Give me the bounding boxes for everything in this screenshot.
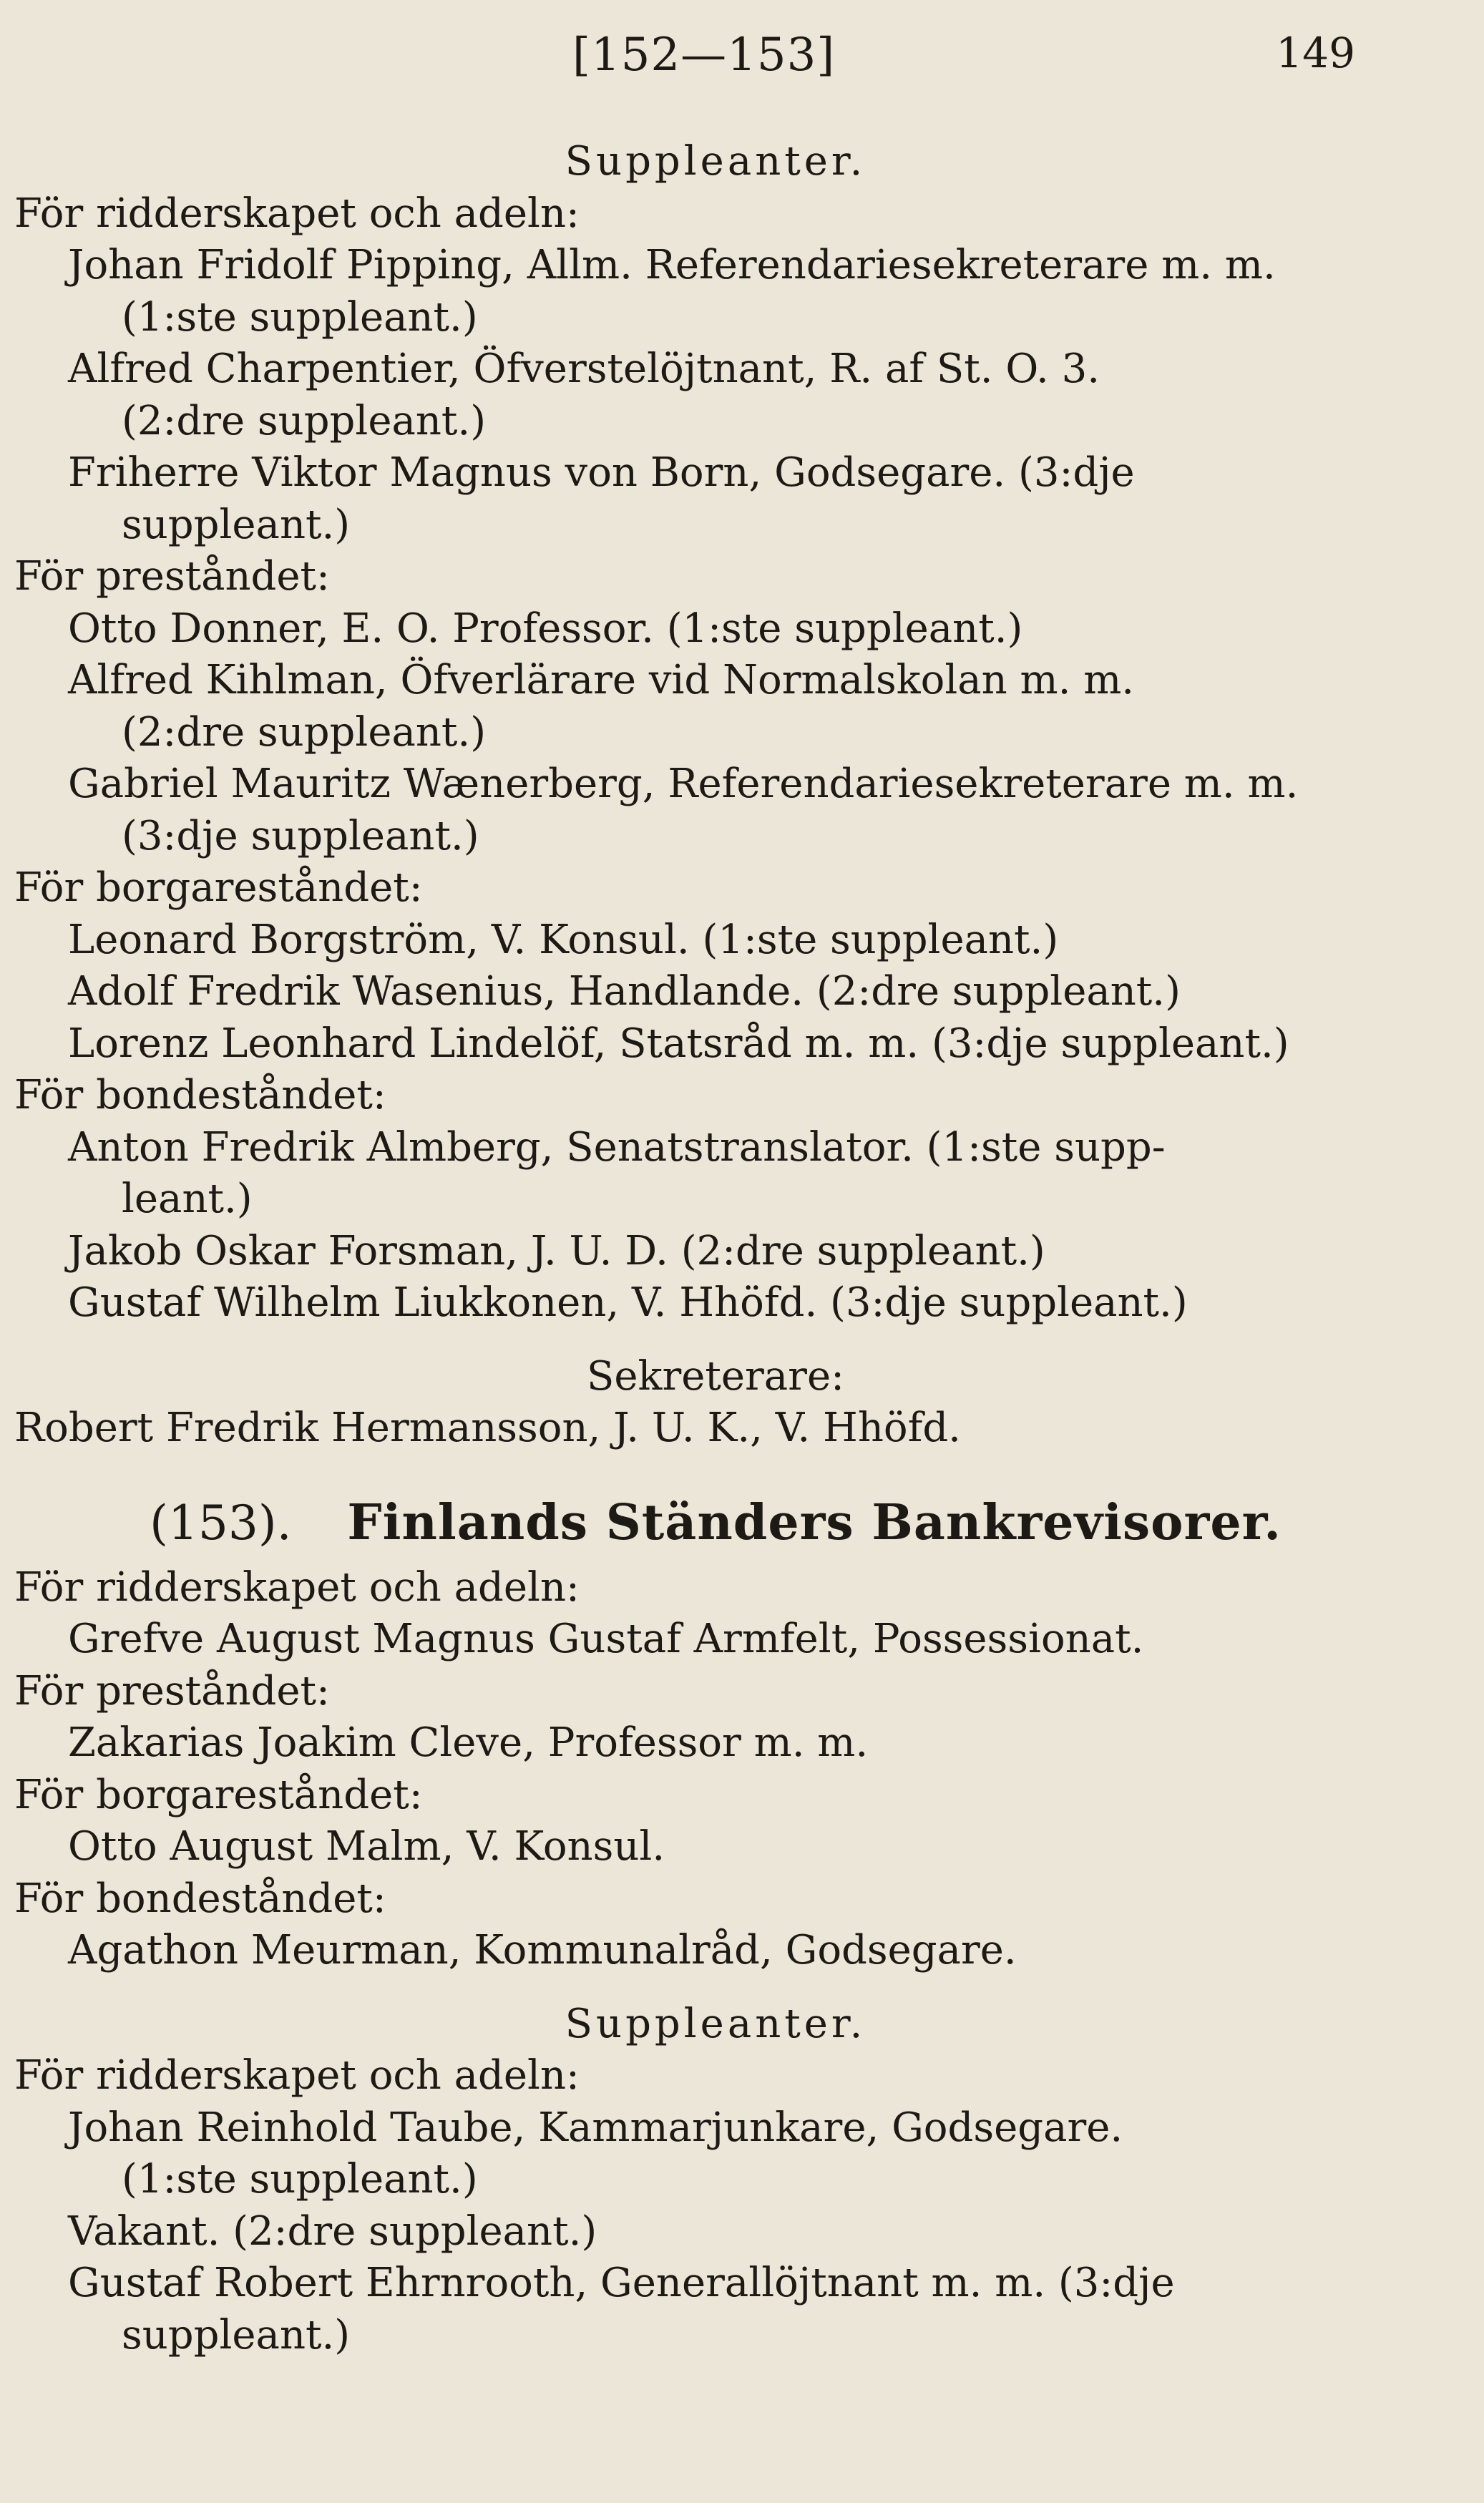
entry-line: suppleant.) [122, 501, 351, 548]
entry-line: Adolf Fredrik Wasenius, Handlande. (2:dre suppleant.) [68, 968, 1181, 1015]
entry-line: Jakob Oskar Forsman, J. U. D. (2:dre suppleant.) [68, 1227, 1045, 1274]
section-number: (153). [150, 1495, 292, 1551]
estate-label-bondestandet: För bondeståndet: [14, 1072, 386, 1118]
entry-line: (2:dre suppleant.) [122, 708, 487, 756]
spacer [14, 1455, 1417, 1483]
spacer [14, 1329, 1417, 1351]
suppleanter-heading: Suppleanter. [565, 138, 867, 185]
entry-line: Vakant. (2:dre suppleant.) [68, 2207, 597, 2255]
entry-line: Friherre Viktor Magnus von Born, Godsegare. (3:dje [68, 449, 1135, 496]
sekreterare-heading: Sekreterare: [587, 1352, 844, 1400]
entry-line: Anton Fredrik Almberg, Senatstranslator. (1:ste supp- [68, 1123, 1166, 1171]
estate-label-bondestandet: För bondeståndet: [14, 1875, 386, 1922]
estate-label-prestestandet: För preståndet: [14, 553, 330, 600]
estate-label-prestestandet: För preståndet: [14, 1667, 330, 1714]
entry-line: Otto Donner, E. O. Professor. (1:ste suppleant.) [68, 605, 1023, 652]
sekreterare-name: Robert Fredrik Hermansson, J. U. K., V. Hhöfd. [14, 1405, 961, 1451]
entry-line: Lorenz Leonhard Lindelöf, Statsråd m. m. (3:dje suppleant.) [68, 1020, 1289, 1067]
entry-line: (1:ste suppleant.) [122, 2156, 478, 2202]
section-heading [14, 1483, 1417, 1562]
entry-line: (3:dje suppleant.) [122, 812, 479, 859]
entry-line: Gabriel Mauritz Wænerberg, Referendariesekreterare m. m. [68, 761, 1299, 807]
entry-line: (1:ste suppleant.) [122, 293, 478, 341]
entry-line: Gustaf Wilhelm Liukkonen, V. Hhöfd. (3:dje suppleant.) [68, 1279, 1188, 1326]
entry-line: Otto August Malm, V. Konsul. [68, 1823, 665, 1870]
suppleanter-heading: Suppleanter. [565, 2000, 867, 2047]
entry-line: Leonard Borgström, V. Konsul. (1:ste suppleant.) [68, 916, 1059, 963]
entry-line: Agathon Meurman, Kommunalråd, Godsegare. [68, 1927, 1017, 1973]
entry-line: Zakarias Joakim Cleve, Professor m. m. [68, 1719, 869, 1766]
entry-line: Alfred Charpentier, Öfverstelöjtnant, R. af St. O. 3. [68, 346, 1100, 392]
entry-line: Gustaf Robert Ehrnrooth, Generallöjtnant m. m. (3:dje [68, 2260, 1175, 2306]
page-number: 149 [1276, 29, 1355, 77]
entry-line: Alfred Kihlman, Öfverlärare vid Normalskolan m. m. [68, 657, 1135, 703]
estate-label-borgarestandet: För borgareståndet: [14, 864, 423, 911]
entry-line: (2:dre suppleant.) [122, 397, 487, 444]
estate-label-ridderskapet: För ridderskapet och adeln: [14, 2052, 580, 2099]
section-title: Finlands Ständers Bankrevisorer. [347, 1493, 1282, 1551]
estate-label-borgarestandet: För borgareståndet: [14, 1771, 423, 1818]
entry-line: Johan Reinhold Taube, Kammarjunkare, Godsegare. [68, 2104, 1123, 2151]
page-header [0, 29, 1484, 93]
entry-line: Grefve August Magnus Gustaf Armfelt, Possessionat. [68, 1616, 1144, 1662]
estate-label-ridderskapet: För ridderskapet och adeln: [14, 190, 580, 237]
spacer [14, 1977, 1417, 1999]
entry-line: suppleant.) [122, 2311, 351, 2358]
page-content [14, 136, 1417, 2361]
entry-line: leant.) [122, 1176, 253, 1222]
section-range: [152—153] [572, 29, 836, 82]
estate-label-ridderskapet: För ridderskapet och adeln: [14, 1563, 580, 1611]
entry-line: Johan Fridolf Pipping, Allm. Referendariesekreterare m. m. [68, 242, 1276, 288]
